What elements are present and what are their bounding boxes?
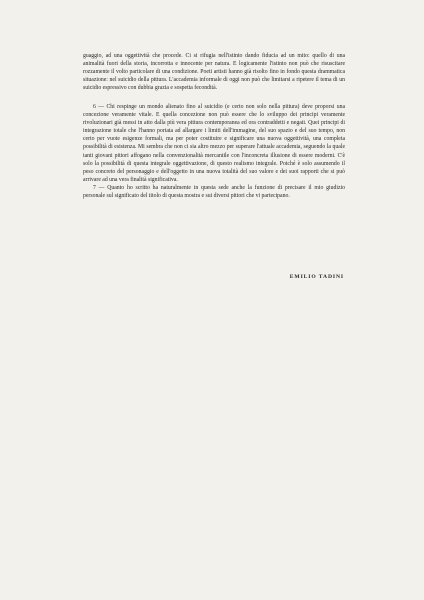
author-signature: EMILIO TADINI bbox=[289, 274, 344, 280]
paragraph-section-7: 7 — Quanto ho scritto ha naturalmente in questa sede anche la funzione di precisare il mio giudizio personale sul significato del titolo di questa mostra e sui diversi pittori che vi partecipano. bbox=[83, 184, 345, 199]
paragraph-section-6: 6 — Chi respinge un mondo alienato fino al suicidio (e certo non solo nella pittura) deve proporsi una concezione veramente vitale. E quella concezione non può essere che lo sviluppo dei principi veramente rivoluzionari già messi in atto dalla più vera pittura contemporanea ed ora contraddetti e negati. Quei principi di integrazione totale che l'hanno portata ad allargare i limiti dell'immagine, del suo spazio e del suo tempo, non certo per vuote esigenze formali, ma per poter costituire e significare una nuova oggettività, una completa possibilità di esistenza. Mi sembra che non ci sia altro mezzo per superare l'attuale accademia, seguendo la quale tanti giovani pittori affogano nella convenzionalità mercantile con l'inconcreta illusione di essere moderni. C'è solo la possibilità di questa integrale oggettivazione, di questo realismo integrale. Poiché è solo assumendo il peso concreto del personaggio e dell'oggetto in una nuova totalità del suo valore e dei suoi rapporti che si può arrivare ad una vera finalità significativa. bbox=[83, 104, 345, 183]
paragraph-continuation: guaggio, ad una oggettività che procede. Ci si rifugia nell'istinto dando fiducia ad un mito: quello di una animalità fuori della storia, incorrotta e innocente per natura. E logicamente l'istinto non può che risuscitare rozzamente il volto particolare di una condizione. Poeti artisti hanno già risolto fino in fondo questa drammatica situazione: nel suicidio della pittura. L'accademia informale di oggi non può che limitarsi a ripetere il tema di un suicidio espressivo con dubbia grazia e sospetta fecondità. bbox=[83, 53, 345, 92]
body-text bbox=[83, 52, 345, 200]
paragraph-spacer bbox=[83, 92, 345, 103]
